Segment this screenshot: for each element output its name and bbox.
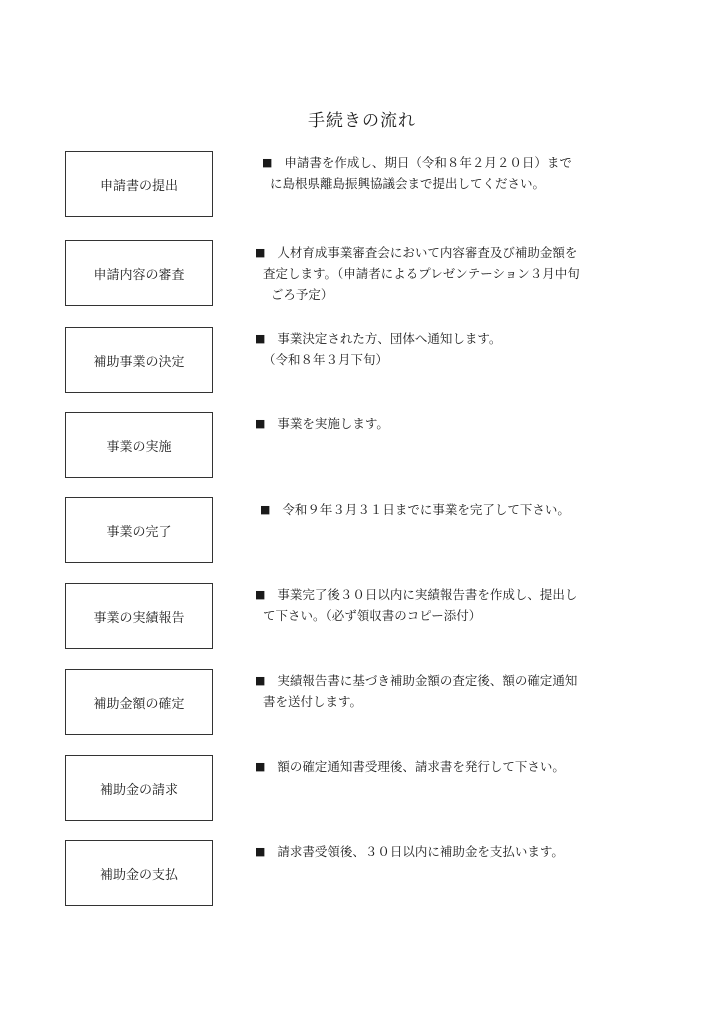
step-description-application-submission bbox=[262, 152, 572, 194]
step-description-subsidy-amount-confirmation bbox=[255, 670, 577, 712]
bullet-icon: ■ bbox=[255, 246, 266, 259]
step-description-text: 令和９年３月３１日までに事業を完了して下さい。 bbox=[282, 502, 570, 517]
step-description-text: 事業決定された方、団体へ通知します。 （令和８年３月下旬） bbox=[262, 331, 502, 367]
step-box-subsidy-amount-confirmation: 補助金額の確定 bbox=[65, 669, 213, 735]
step-description-subsidy-payment bbox=[255, 841, 564, 862]
bullet-icon: ■ bbox=[255, 845, 266, 858]
step-box-project-implementation: 事業の実施 bbox=[65, 412, 213, 478]
bullet-icon: ■ bbox=[255, 588, 266, 601]
step-description-text: 事業を実施します。 bbox=[277, 416, 389, 431]
step-description-text: 実績報告書に基づき補助金額の査定後、額の確定通知 書を送付します。 bbox=[262, 673, 578, 709]
step-box-performance-report: 事業の実績報告 bbox=[65, 583, 213, 649]
step-description-subsidy-decision bbox=[255, 328, 501, 370]
step-description-text: 額の確定通知書受理後、請求書を発行して下さい。 bbox=[277, 759, 565, 774]
bullet-icon: ■ bbox=[255, 417, 266, 430]
bullet-icon: ■ bbox=[255, 332, 266, 345]
step-box-application-review: 申請内容の審査 bbox=[65, 240, 213, 306]
step-description-project-completion bbox=[260, 499, 570, 520]
step-box-subsidy-payment: 補助金の支払 bbox=[65, 840, 213, 906]
step-description-text: 請求書受領後、３０日以内に補助金を支払います。 bbox=[277, 844, 564, 859]
bullet-icon: ■ bbox=[260, 503, 271, 516]
step-description-text: 申請書を作成し、期日（令和８年２月２０日）まで に島根県離島振興協議会まで提出してください。 bbox=[269, 155, 572, 191]
page-title: 手続きの流れ bbox=[308, 111, 416, 131]
step-description-text: 人材育成事業審査会において内容審査及び補助金額を 査定します。（申請者によるプレゼンテーション３月中旬 ごろ予定） bbox=[262, 245, 580, 302]
step-description-project-implementation bbox=[255, 413, 389, 434]
step-box-project-completion: 事業の完了 bbox=[65, 497, 213, 563]
step-box-application-submission: 申請書の提出 bbox=[65, 151, 213, 217]
step-description-application-review bbox=[255, 242, 580, 305]
step-description-text: 事業完了後３０日以内に実績報告書を作成し、提出し て下さい。（必ず領収書のコピー添付） bbox=[262, 587, 578, 623]
step-description-performance-report bbox=[255, 584, 577, 626]
step-box-subsidy-decision: 補助事業の決定 bbox=[65, 327, 213, 393]
step-box-subsidy-request: 補助金の請求 bbox=[65, 755, 213, 821]
bullet-icon: ■ bbox=[255, 760, 266, 773]
bullet-icon: ■ bbox=[255, 674, 266, 687]
bullet-icon: ■ bbox=[262, 156, 273, 169]
step-description-subsidy-request bbox=[255, 756, 565, 777]
